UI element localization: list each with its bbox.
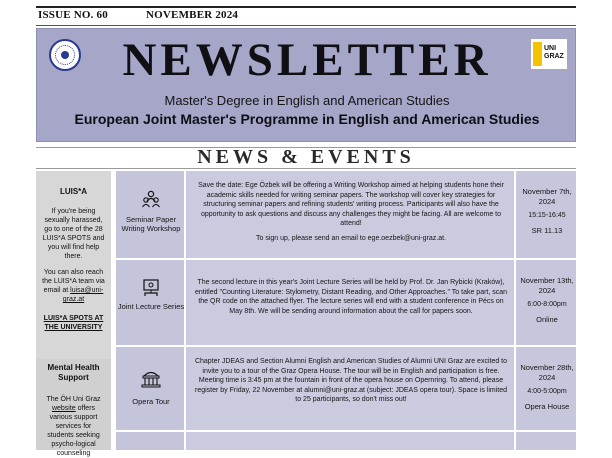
event-time: 6:00-8:00pm [527, 301, 567, 308]
luisa-contact [36, 268, 111, 304]
event-when [518, 432, 576, 450]
bottom-rule [36, 25, 576, 26]
event-description [188, 171, 516, 258]
lecture-icon [141, 278, 161, 298]
event-row [116, 260, 576, 345]
uni-graz-logo: UNI GRAZ [531, 39, 567, 69]
luisa-body: If you're being sexually harassed, go to one of the 28 LUIS*A SPOTS and you will find help there. [42, 208, 105, 260]
opera-house-icon [141, 369, 161, 389]
event-type-cell [116, 432, 186, 450]
event-type-cell [116, 260, 186, 345]
event-type-label: Joint Lecture Series [117, 302, 185, 311]
masthead-subtitle-programme: European Joint Master's Programme in English and American Studies [74, 111, 540, 127]
event-row [116, 347, 576, 430]
event-row [116, 432, 576, 450]
event-type-label: Seminar Paper Writing Workshop [121, 215, 181, 233]
luisa-heading: LUIS*A [59, 187, 88, 196]
people-icon [141, 189, 161, 209]
event-date: November 7th, 2024 [522, 187, 572, 206]
event-date: November 28th, 2024 [520, 363, 574, 382]
event-paragraph: The second lecture in this year's Joint Lecture Series will be held by Prof. Dr. Jan Rybicki (Kraków), entitled "Counting Literature: Stylometry, Distant Reading, and Other Approaches." To take part, scan the QR code on the attached flyer. The lecture series will end with a student conference in Pécs on May 8th. We will be sending around information about the call for papers soon. [194, 279, 508, 315]
section-title: NEWS & EVENTS [197, 146, 415, 168]
event-location: Online [536, 315, 558, 324]
event-location: Opera House [524, 402, 570, 411]
mental-health-website-link[interactable]: website [51, 405, 76, 412]
mental-health-text-1: The ÖH Uni Graz [46, 396, 101, 403]
masthead [36, 28, 576, 142]
event-paragraph: Chapter JDEAS and Section Alumni English and American Studies of Alumni UNI Graz are excited to invite you to a tour of the Graz Opera House. The tour will be in English and participation is free. Meeting time is 3:45 pm at the fountain in front of the opera house on Opernring. To attend, please register by Friday, 22 November at alumni@uni-graz.at (subject: JDEAS opera tour). Space is limited to 25 participants, so don't miss out! [194, 358, 508, 403]
top-rule [36, 6, 576, 8]
events-table [116, 171, 576, 450]
newsletter-title: NEWSLETTER [122, 34, 492, 86]
mental-health-heading: Mental Health Support [47, 363, 100, 382]
mental-health-body [36, 395, 111, 458]
masthead-subtitle-degree: Master's Degree in English and American Studies [164, 93, 450, 108]
event-date: November 13th, 2024 [520, 276, 574, 295]
event-row [116, 171, 576, 258]
event-paragraph: Save the date: Ege Özbek will be offering a Writing Workshop aimed at helping students hone their academic skills needed for writing seminar papers. The workshop will cover key strategies for structuring seminar papers and refining students' writing process. Participants will also have the opportunity to ask questions and discuss any challenges they might be facing. All are welcome to attend! [198, 182, 504, 227]
event-description [188, 347, 516, 430]
luisa-spots-link[interactable]: LUIS*A SPOTS AT THE UNIVERSITY [43, 315, 104, 331]
section-rule-bottom [36, 168, 576, 169]
event-type-label: Opera Tour [132, 397, 170, 406]
mental-health-block [36, 359, 111, 457]
issue-number: ISSUE NO. 60 [38, 9, 108, 21]
event-location: SR 11.13 [531, 226, 563, 235]
event-when [518, 260, 576, 345]
event-type-cell [116, 347, 186, 430]
sidebar [36, 171, 111, 457]
luisa-contact-text: You can also reach the LUIS*A team via email at [42, 269, 105, 294]
event-when [518, 347, 576, 430]
event-time: 15:15-16:45 [528, 212, 566, 219]
event-description [188, 260, 516, 345]
event-time: 4:00-5:00pm [527, 388, 567, 395]
event-type-cell [116, 171, 186, 258]
event-when [518, 171, 576, 258]
event-description [188, 432, 516, 450]
mental-health-text-2: offers various support services for students seeking psycho-logical counseling [47, 405, 100, 457]
event-signup: To sign up, please send an email to ege.oezbek@uni-graz.at. [255, 234, 446, 242]
luisa-email-link[interactable]: luisa@uni-graz.at [62, 287, 104, 303]
issue-bar [36, 6, 576, 26]
issue-date: NOVEMBER 2024 [146, 9, 239, 21]
